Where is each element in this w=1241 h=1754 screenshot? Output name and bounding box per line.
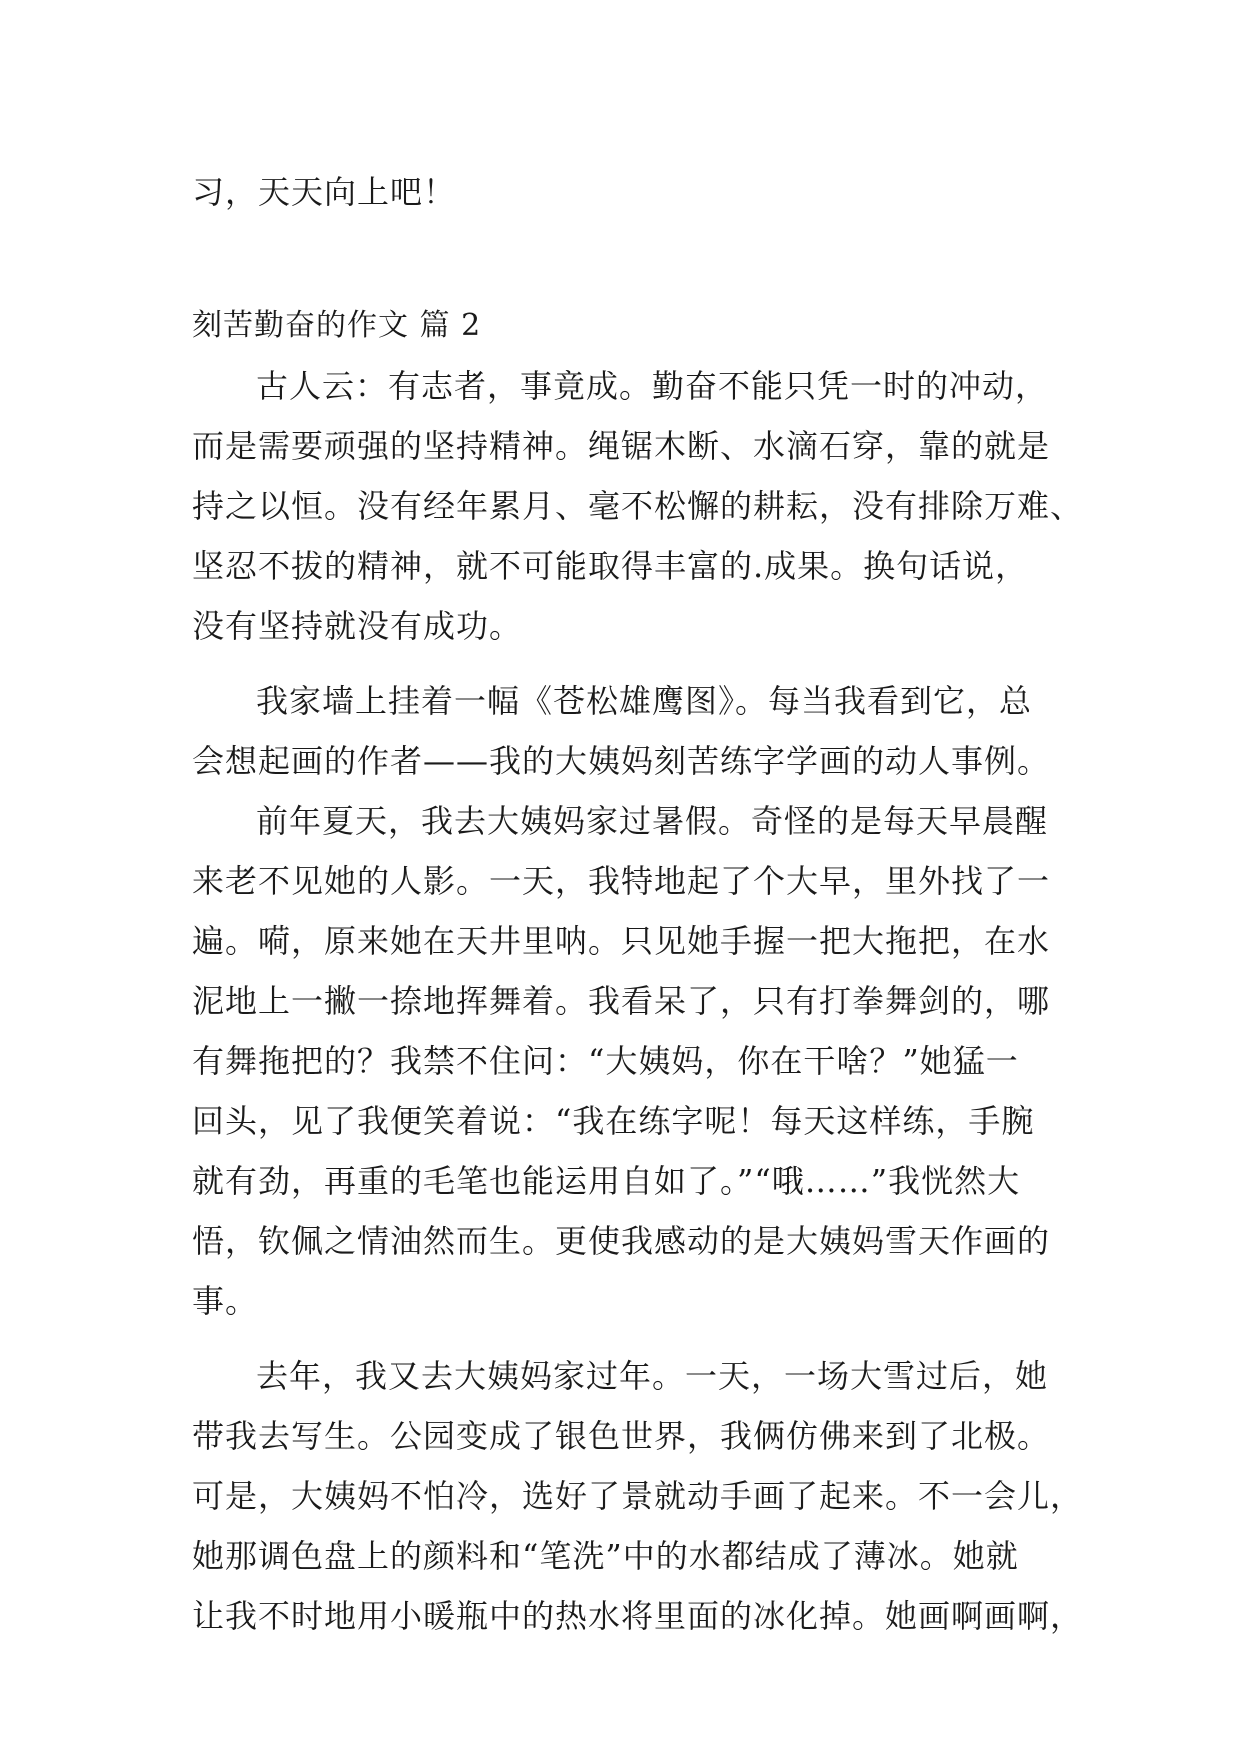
paragraph-line: 去年，我又去大姨妈家过年。一天，一场大雪过后，她 (256, 1357, 1049, 1395)
paragraph-line: 就有劲，再重的毛笔也能运用自如了。”“哦……”我恍然大 (192, 1162, 1021, 1200)
paragraph-line: 回头，见了我便笑着说：“我在练字呢！每天这样练，手腕 (192, 1102, 1035, 1140)
continuation-line: 习，天天向上吧！ (192, 173, 457, 211)
paragraph-line: 带我去写生。公园变成了银色世界，我俩仿佛来到了北极。 (192, 1417, 1051, 1455)
paragraph-line: 事。 (192, 1282, 259, 1320)
paragraph-line: 我家墙上挂着一幅《苍松雄鹰图》。每当我看到它，总 (256, 682, 1033, 720)
paragraph-line: 前年夏天，我去大姨妈家过暑假。奇怪的是每天早晨醒 (256, 802, 1049, 840)
paragraph-line: 可是，大姨妈不怕冷，选好了景就动手画了起来。不一会儿， (192, 1477, 1084, 1515)
paragraph-line: 会想起画的作者——我的大姨妈刻苦练字学画的动人事例。 (192, 742, 1051, 780)
paragraph-line: 遍。嗬，原来她在天井里呐。只见她手握一把大拖把，在水 (192, 922, 1051, 960)
paragraph-line: 有舞拖把的？我禁不住问：“大姨妈，你在干啥？”她猛一 (192, 1042, 1019, 1080)
paragraph-line: 她那调色盘上的颜料和“笔洗”中的水都结成了薄冰。她就 (192, 1537, 1019, 1575)
paragraph-line: 持之以恒。没有经年累月、毫不松懈的耕耘，没有排除万难、 (192, 487, 1084, 525)
paragraph-line: 悟，钦佩之情油然而生。更使我感动的是大姨妈雪天作画的 (192, 1222, 1051, 1260)
paragraph-line: 来老不见她的人影。一天，我特地起了个大早，里外找了一 (192, 862, 1051, 900)
paragraph-2 (192, 671, 1072, 791)
paragraph-line: 让我不时地用小暖瓶中的热水将里面的冰化掉。她画啊画啊， (192, 1597, 1084, 1635)
paragraph-line: 泥地上一撇一捺地挥舞着。我看呆了，只有打拳舞剑的，哪 (192, 982, 1051, 1020)
paragraph-line: 而是需要顽强的坚持精神。绳锯木断、水滴石穿，靠的就是 (192, 427, 1051, 465)
paragraph-line: 坚忍不拔的精神，就不可能取得丰富的.成果。换句话说， (192, 547, 1029, 585)
paragraph-line: 没有坚持就没有成功。 (192, 607, 523, 645)
paragraph-3 (192, 791, 1072, 1331)
section-heading: 刻苦勤奋的作文 篇 2 (192, 308, 482, 343)
paragraph-line: 古人云：有志者，事竟成。勤奋不能只凭一时的冲动， (256, 367, 1049, 405)
document-body (192, 162, 1084, 1646)
paragraph-1 (192, 356, 1084, 656)
paragraph-4 (192, 1346, 1084, 1646)
